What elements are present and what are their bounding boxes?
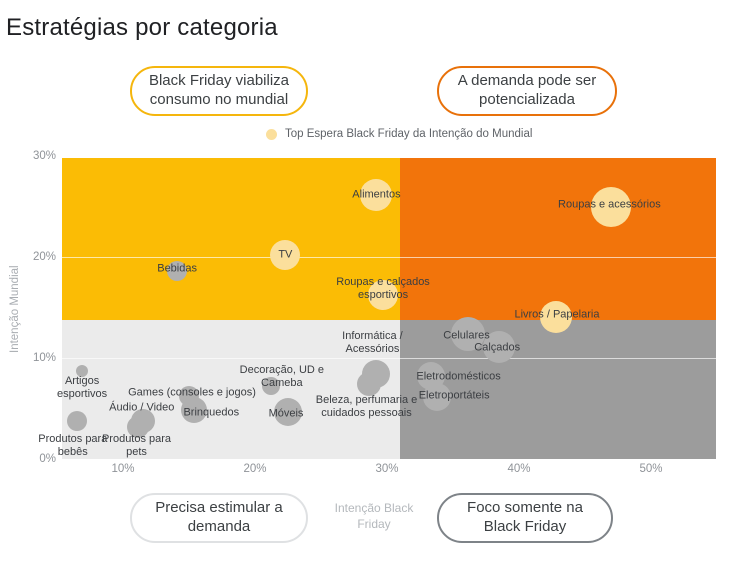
x-tick-label: 20% <box>243 463 267 475</box>
bubble-label-tv: TV <box>278 248 293 261</box>
bubble-label-m-veis: Móveis <box>268 407 304 420</box>
bubble-label-games-consoles-e-jogos: Games (consoles e jogos) <box>128 386 256 399</box>
bubble-label-eletroport-teis: Eletroportáteis <box>418 389 490 402</box>
bubble-label-artigos-esportivos: Artigos esportivos <box>57 375 108 401</box>
bubble-label-inform-tica-acess-rios: Informática / Acessórios <box>342 330 403 356</box>
bubble-label-eletrodom-sticos: Eletrodomésticos <box>416 370 501 383</box>
bubble-label-bebidas: Bebidas <box>157 262 197 275</box>
y-tick-label: 30% <box>32 150 56 162</box>
bubble-label-livros-papelaria: Livros / Papelaria <box>514 308 600 321</box>
annotation-bottom-left-quadrant: Precisa estimular a demanda <box>130 493 308 543</box>
x-tick-label: 10% <box>111 463 135 475</box>
annotation-top-right-quadrant: A demanda pode ser potencializada <box>437 66 617 116</box>
bubble-label-produtos-para-beb-s: Produtos para bebês <box>38 432 108 458</box>
page-title: Estratégias por categoria <box>6 14 278 41</box>
bubble-label-produtos-para-pets: Produtos para pets <box>101 432 172 458</box>
y-axis-title: Intenção Mundial <box>9 265 21 353</box>
bubble-label-udio-video: Áudio / Video <box>109 401 175 414</box>
x-tick-label: 50% <box>639 463 663 475</box>
bubble-label-cal-ados: Calçados <box>474 341 521 354</box>
legend <box>266 128 532 140</box>
bubble-label-alimentos: Alimentos <box>352 188 401 201</box>
legend-label: Top Espera Black Friday da Intenção do Mundial <box>285 128 533 140</box>
annotation-bottom-right-quadrant: Foco somente na Black Friday <box>437 493 613 543</box>
bubble-label-roupas-e-cal-ados-esportivos: Roupas e calçados esportivos <box>336 276 430 302</box>
bubble-label-decora-o-ud-e-cameba: Decoração, UD e Cameba <box>239 364 325 390</box>
bubble-beleza-perfumaria-e-cuidados-pessoais[interactable] <box>357 372 381 396</box>
bubble-label-brinquedos: Brinquedos <box>183 406 240 419</box>
y-tick-label: 10% <box>32 352 56 364</box>
bubble-label-roupas-e-acess-rios: Roupas e acessórios <box>558 198 661 211</box>
bubble-produtos-para-beb-s[interactable] <box>67 411 87 431</box>
x-tick-label: 30% <box>375 463 399 475</box>
legend-dot-icon <box>266 129 277 140</box>
gridline-10pct <box>62 358 716 359</box>
y-tick-label: 20% <box>32 251 56 263</box>
x-axis-title: Intenção Black Friday <box>334 501 414 531</box>
quadrant-top-right <box>400 158 716 320</box>
bubble-label-beleza-perfumaria-e-cuidados-pessoais: Beleza, perfumaria e cuidados pessoais <box>315 394 418 420</box>
bubble-label-celulares: Celulares <box>443 329 490 342</box>
gridline-20pct <box>62 257 716 258</box>
y-tick-label: 0% <box>39 453 56 465</box>
annotation-top-left-quadrant: Black Friday viabiliza consumo no mundial <box>130 66 308 116</box>
x-tick-label: 40% <box>507 463 531 475</box>
